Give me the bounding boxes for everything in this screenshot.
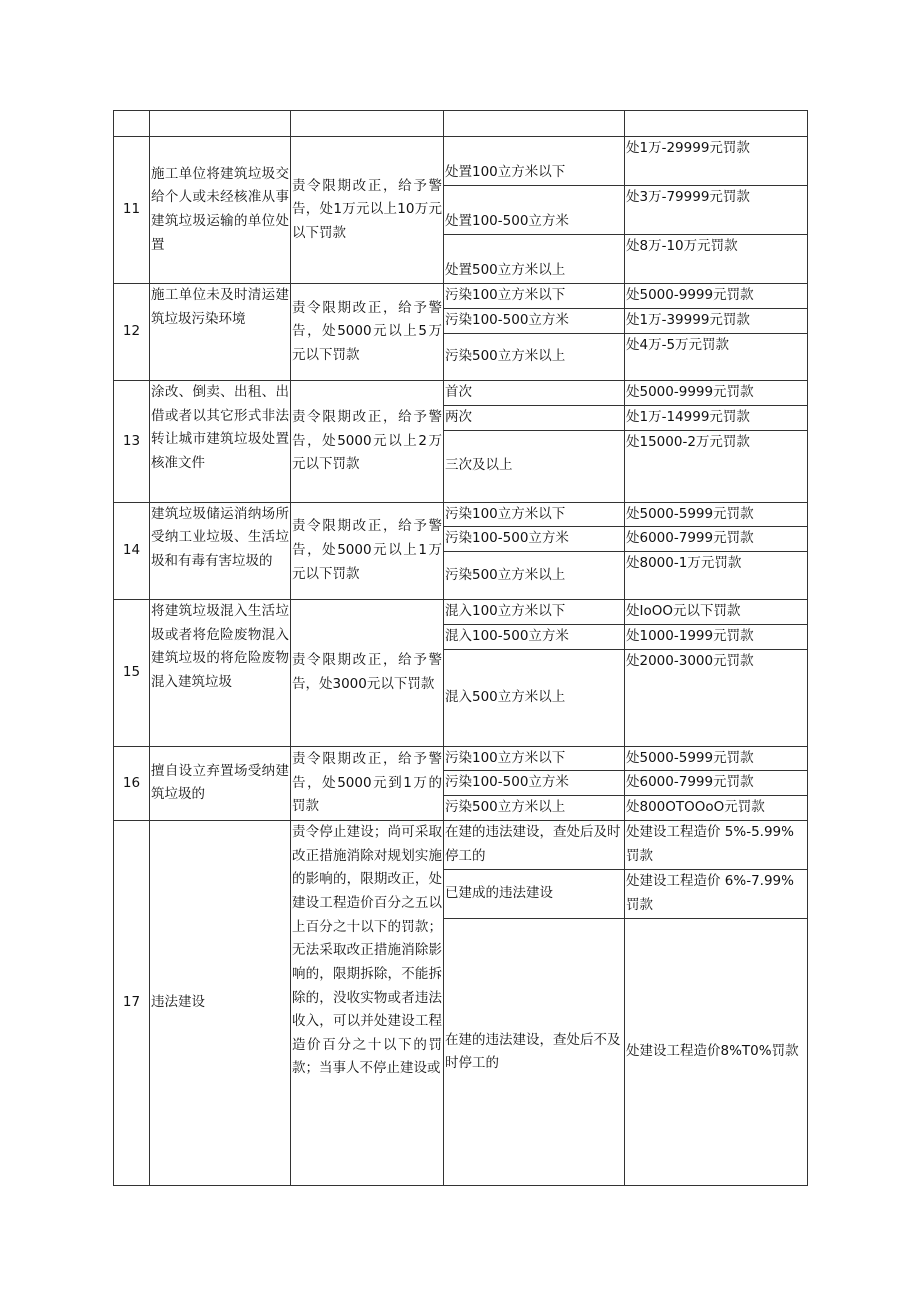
fine-cell: 处5000-5999元罚款 [625,746,808,771]
condition-cell: 处置100-500立方米 [444,186,625,235]
penalty-cell: 责令限期改正，给予警告，处5000元以上5万元以下罚款 [291,284,444,381]
fine-cell: 处1000-1999元罚款 [625,624,808,649]
fine-cell: 处1万-14999元罚款 [625,405,808,430]
penalty-cell: 责令限期改正，给予警告，处3000元以下罚款 [291,599,444,746]
violation-cell: 涂改、倒卖、出租、出借或者以其它形式非法转让城市建筑垃圾处置核准文件 [150,381,291,503]
header-cell-condition [444,111,625,137]
violation-cell: 违法建设 [150,821,291,1186]
row-number: 11 [114,137,150,284]
penalty-cell: 责令限期改正，给予警告，处5000元到1万的罚款 [291,746,444,821]
condition-cell: 在建的违法建设，查处后及时停工的 [444,821,625,870]
condition-cell: 处置100立方米以下 [444,137,625,186]
row-number: 13 [114,381,150,503]
condition-cell: 污染500立方米以上 [444,334,625,381]
violation-cell: 建筑垃圾储运消纳场所受纳工业垃圾、生活垃圾和有毒有害垃圾的 [150,502,291,599]
header-cell-penalty [291,111,444,137]
condition-cell: 三次及以上 [444,430,625,502]
condition-cell: 污染100-500立方米 [444,527,625,552]
condition-cell: 污染100立方米以下 [444,284,625,309]
condition-cell: 混入100-500立方米 [444,624,625,649]
violation-cell: 将建筑垃圾混入生活垃圾或者将危险废物混入建筑垃圾的将危险废物混入建筑垃圾 [150,599,291,746]
table-header-row [114,111,808,137]
table-row [114,746,808,771]
header-cell-num [114,111,150,137]
fine-cell: 处建设工程造价 5%-5.99%罚款 [625,821,808,870]
condition-cell: 污染100立方米以下 [444,746,625,771]
condition-cell: 已建成的违法建设 [444,870,625,919]
row-number: 14 [114,502,150,599]
fine-cell: 处2000-3000元罚款 [625,649,808,746]
penalty-cell: 责令限期改正，给予警告，处5000元以上1万元以下罚款 [291,502,444,599]
table-row [114,821,808,870]
penalty-cell: 责令限期改正，给予警告，处5000元以上2万元以下罚款 [291,381,444,503]
condition-cell: 污染100立方米以下 [444,502,625,527]
fine-cell: 处8000-1万元罚款 [625,551,808,599]
fine-cell: 处5000-9999元罚款 [625,381,808,406]
fine-cell: 处800OTOOoO元罚款 [625,796,808,821]
condition-cell: 混入500立方米以上 [444,649,625,746]
fine-cell: 处建设工程造价 6%-7.99%罚款 [625,870,808,919]
header-cell-violation [150,111,291,137]
row-number: 17 [114,821,150,1186]
table-row [114,381,808,406]
fine-cell: 处8万-10万元罚款 [625,235,808,284]
violation-cell: 擅自设立弃置场受纳建筑垃圾的 [150,746,291,821]
fine-cell: 处4万-5万元罚款 [625,334,808,381]
violation-cell: 施工单位未及时清运建筑垃圾污染环境 [150,284,291,381]
condition-cell: 混入100立方米以下 [444,599,625,624]
fine-cell: 处15000-2万元罚款 [625,430,808,502]
fine-cell: 处1万-29999元罚款 [625,137,808,186]
fine-cell: 处建设工程造价8%T0%罚款 [625,919,808,1186]
table-row [114,502,808,527]
table-row [114,284,808,309]
fine-cell: 处3万-79999元罚款 [625,186,808,235]
condition-cell: 两次 [444,405,625,430]
condition-cell: 污染100-500立方米 [444,309,625,334]
condition-cell: 在建的违法建设，查处后不及时停工的 [444,919,625,1186]
row-number: 12 [114,284,150,381]
condition-cell: 处置500立方米以上 [444,235,625,284]
fine-cell: 处6000-7999元罚款 [625,771,808,796]
fine-cell: 处1万-39999元罚款 [625,309,808,334]
header-cell-fine [625,111,808,137]
condition-cell: 污染500立方米以上 [444,551,625,599]
table-row [114,599,808,624]
row-number: 16 [114,746,150,821]
fine-cell: 处5000-9999元罚款 [625,284,808,309]
table-row [114,137,808,186]
penalty-cell: 责令限期改正，给予警告，处1万元以上10万元以下罚款 [291,137,444,284]
fine-cell: 处IoOO元以下罚款 [625,599,808,624]
violation-cell: 施工单位将建筑垃圾交给个人或未经核准从事建筑垃圾运输的单位处置 [150,137,291,284]
penalty-cell: 责令停止建设；尚可采取改正措施消除对规划实施的影响的，限期改正，处建设工程造价百分之五以上百分之十以下的罚款；无法采取改正措施消除影响的，限期拆除，不能拆除的，没收实物或者违法收入，可以并处建设工程造价百分之十以下的罚款；当事人不停止建设或 [291,821,444,1186]
condition-cell: 污染500立方米以上 [444,796,625,821]
row-number: 15 [114,599,150,746]
penalty-table [113,110,808,1186]
fine-cell: 处6000-7999元罚款 [625,527,808,552]
fine-cell: 处5000-5999元罚款 [625,502,808,527]
condition-cell: 污染100-500立方米 [444,771,625,796]
condition-cell: 首次 [444,381,625,406]
